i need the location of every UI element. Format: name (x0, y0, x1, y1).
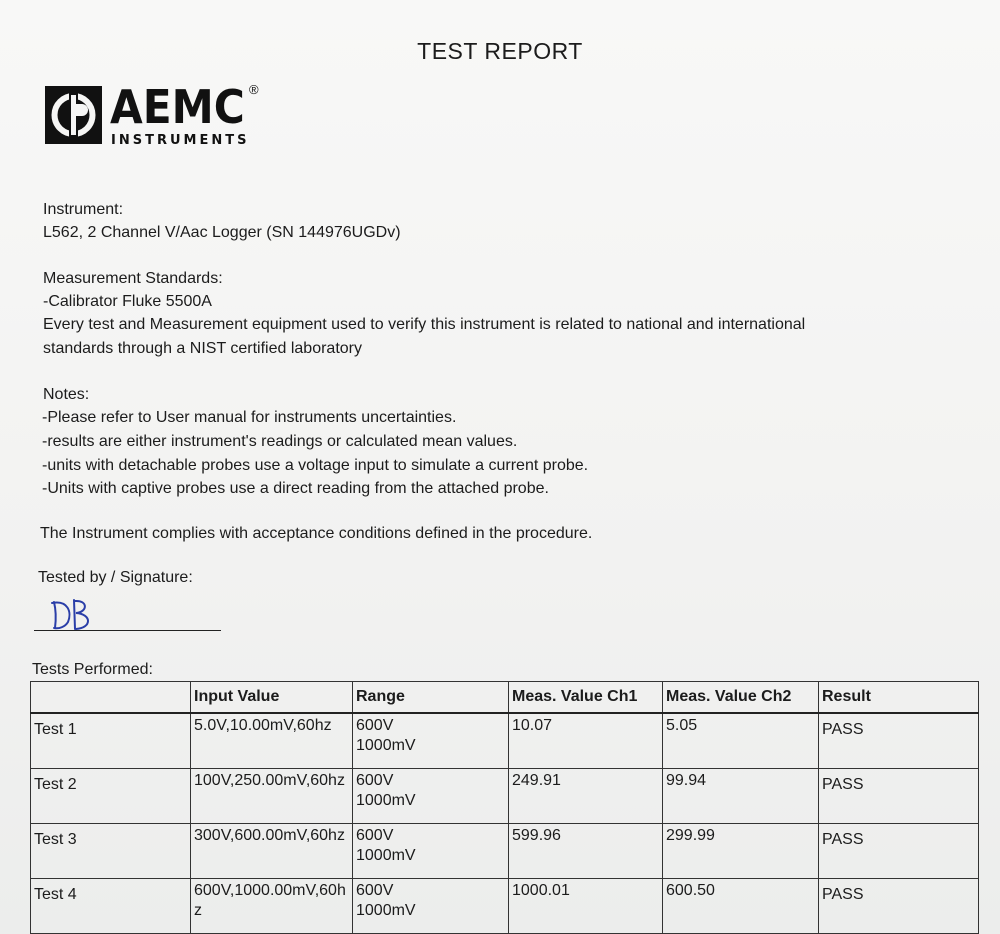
range-millivolt: 1000mV (356, 792, 416, 809)
input-value: 5.0V,10.00mV,60hz (191, 713, 353, 769)
input-value: 600V,1000.00mV,60hz (191, 879, 353, 934)
table-header-row (31, 682, 979, 714)
result: PASS (819, 713, 979, 769)
notes-line: -units with detachable probes use a voltage input to simulate a current probe. (42, 457, 589, 474)
meas-ch1: 599.96 (509, 824, 663, 879)
page-title: TEST REPORT (417, 38, 583, 64)
table-row (31, 713, 979, 769)
input-value: 300V,600.00mV,60hz (191, 824, 353, 879)
range (353, 769, 509, 824)
notes-line: -Units with captive probes use a direct reading from the attached probe. (42, 480, 549, 497)
range-voltage: 600V (356, 772, 394, 789)
meas-ch1: 249.91 (509, 769, 663, 824)
compliance-statement: The Instrument complies with acceptance conditions defined in the procedure. (40, 525, 593, 542)
aemc-logo-mark-icon (45, 86, 102, 144)
input-value: 100V,250.00mV,60hz (191, 769, 353, 824)
table-row (31, 824, 979, 879)
column-header (31, 682, 191, 714)
instrument-value: L562, 2 Channel V/Aac Logger (SN 144976UGDv) (43, 224, 401, 241)
notes-line: -results are either instrument's readings or calculated mean values. (42, 433, 518, 450)
standards-line: -Calibrator Fluke 5500A (43, 293, 212, 310)
tested-by-label: Tested by / Signature: (38, 569, 193, 586)
standards-line: standards through a NIST certified laboratory (43, 340, 362, 357)
column-header: Meas. Value Ch1 (509, 682, 663, 714)
test-name: Test 1 (31, 713, 191, 769)
table-row (31, 879, 979, 934)
tests-performed-label: Tests Performed: (32, 661, 153, 678)
meas-ch2: 5.05 (663, 713, 819, 769)
range-voltage: 600V (356, 882, 394, 899)
table-row (31, 769, 979, 824)
instrument-heading: Instrument: (43, 201, 124, 218)
meas-ch2: 99.94 (663, 769, 819, 824)
column-header: Meas. Value Ch2 (663, 682, 819, 714)
notes-line: -Please refer to User manual for instruments uncertainties. (42, 409, 457, 426)
meas-ch2: 600.50 (663, 879, 819, 934)
notes-heading: Notes: (43, 386, 90, 403)
meas-ch1: 1000.01 (509, 879, 663, 934)
logo-wordmark: AEMC (110, 80, 245, 134)
standards-line: Every test and Measurement equipment used to verify this instrument is related to national and international (43, 316, 806, 333)
logo-subtitle: INSTRUMENTS (111, 133, 250, 148)
test-name: Test 4 (31, 879, 191, 934)
test-name: Test 3 (31, 824, 191, 879)
meas-ch1: 10.07 (509, 713, 663, 769)
meas-ch2: 299.99 (663, 824, 819, 879)
result: PASS (819, 824, 979, 879)
column-header: Input Value (191, 682, 353, 714)
test-results-table (30, 681, 979, 934)
result: PASS (819, 769, 979, 824)
registered-mark: ® (249, 82, 259, 97)
range (353, 824, 509, 879)
range (353, 879, 509, 934)
result: PASS (819, 879, 979, 934)
test-name: Test 2 (31, 769, 191, 824)
range-millivolt: 1000mV (356, 902, 416, 919)
range (353, 713, 509, 769)
range-millivolt: 1000mV (356, 737, 416, 754)
range-voltage: 600V (356, 827, 394, 844)
standards-heading: Measurement Standards: (43, 270, 223, 287)
range-voltage: 600V (356, 717, 394, 734)
column-header: Result (819, 682, 979, 714)
column-header: Range (353, 682, 509, 714)
signature-line (34, 630, 221, 631)
range-millivolt: 1000mV (356, 847, 416, 864)
aemc-logo (45, 80, 275, 150)
